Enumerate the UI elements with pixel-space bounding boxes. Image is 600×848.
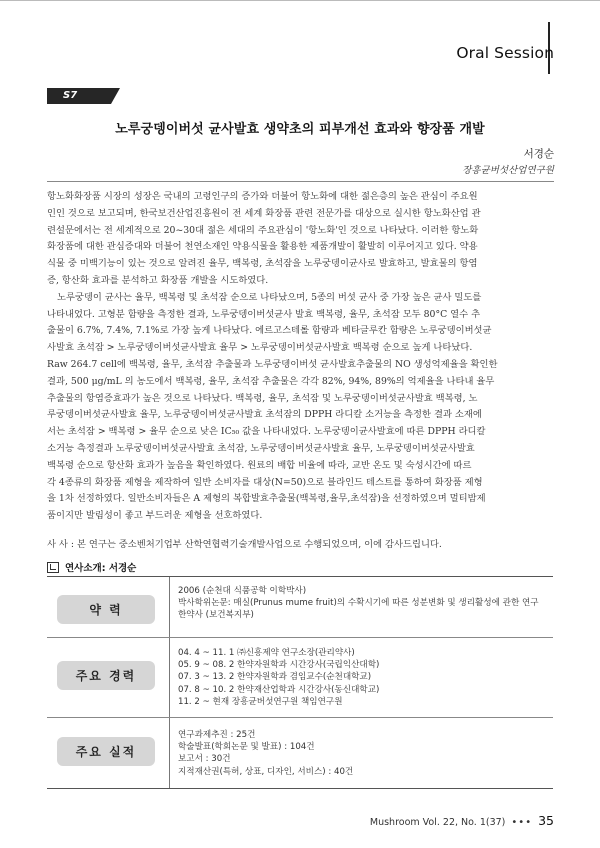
abstract-line: 사발효 초석잠 > 노루궁뎅이버섯균사발효 율무 > 노루궁뎅이버섯균사발효 백복령 순으로 높게 나타났다.	[47, 342, 473, 354]
career-badge: 주요 경력	[57, 661, 155, 690]
profile-column-divider	[169, 577, 170, 788]
acknowledgement: 사 사 : 본 연구는 중소벤처기업부 산학연협력기술개발사업으로 수행되었으며, 이에 감사드립니다.	[47, 539, 442, 550]
session-label: Oral Session	[456, 44, 554, 62]
abstract-line: 을 1차 선정하였다. 일반소비자들은 A 제형의 복합발효추출물(백복령,율무,초석잠)을 선정하였으며 멀티밤제	[47, 493, 486, 505]
abstract-line: 소거능 측정결과 노루궁뎅이버섯균사발효 초석잠, 노루궁뎅이버섯균사발효 율무, 노루궁뎅이버섯균사발효	[47, 442, 475, 454]
paper-code-tab: S7	[47, 88, 111, 104]
abstract-line: 서는 초석잠 > 백복령 > 율무 순으로 낮은 IC₅₀ 값을 나타내었다. 노루궁뎅이균사발효에 따른 DPPH 라디칼	[47, 426, 486, 438]
abstract-line: 증, 항산화 효과를 분석하고 화장품 개발을 시도하였다.	[47, 274, 269, 286]
checkbox-arrow-icon	[47, 562, 59, 573]
career-line: 04. 4 ~ 11. 1 ㈜신흥제약 연구소장(관리약사)	[178, 648, 355, 658]
career-lines	[178, 647, 379, 708]
career-line: 11. 2 ~ 현재 장흥균버섯연구원 책임연구원	[178, 696, 343, 707]
abstract-line: 련설문에서는 전 세계적으로 20~30대 젊은 세대의 주요관심이 '항노화'인 것으로 나타났다. 이러한 항노화	[47, 224, 479, 236]
speaker-profile-title: 연사소개: 서경순	[65, 563, 137, 574]
education-line: 2006 (순천대 식품공학 이학박사)	[178, 586, 307, 596]
paper-author: 서경순	[523, 148, 554, 160]
achievement-line: 연구과제추진 : 25건	[178, 730, 256, 740]
profile-row-divider	[47, 637, 553, 638]
abstract-line: 인인 것으로 보고되며, 한국보건산업진흥원이 전 세계 화장품 관련 전문가를 대상으로 실시한 항노화산업 관	[47, 207, 481, 219]
career-line: 05. 9 ~ 08. 2 한약자원학과 시간강사(국립익산대학)	[178, 660, 380, 671]
abstract-line: 식물 중 미백기능이 있는 것으로 알려진 율무, 백복령, 초석잠을 노루궁뎅이균사로 발효하고, 발효물의 항염	[47, 258, 478, 270]
abstract-line: Raw 264.7 cell에 백복령, 율무, 초석잠 추출물과 노루궁뎅이버섯 균사발효추출물의 NO 생성억제율을 확인한	[47, 358, 498, 370]
education-line: 박사학위논문: 매실(Prunus mume fruit)의 수확시기에 따른 성분변화 및 생리활성에 관한 연구	[178, 598, 539, 609]
footer-dots: •••	[511, 817, 533, 828]
achievement-line: 학술발표(학회논문 및 발표) : 104건	[178, 742, 315, 753]
session-header	[456, 44, 554, 62]
abstract-line: 추출물의 항염증효과가 높은 것으로 나타났다. 백복령, 율무, 초석잠 및 노루궁뎅이버섯균사발효 백복령, 노	[47, 392, 478, 404]
paper-affiliation: 장흥균버섯산업연구원	[462, 165, 554, 176]
achievement-line: 보고서 : 30건	[178, 754, 231, 765]
education-line: 한약사 (보건복지부)	[178, 610, 254, 621]
abstract-line: 백복령 순으로 항산화 효과가 높음을 확인하였다. 원료의 배합 비율에 따라, 교반 온도 및 숙성시간에 따르	[47, 459, 472, 471]
abstract-line: 항노화화장품 시장의 성장은 국내의 고령인구의 증가와 더불어 항노화에 대한 젊은층의 높은 관심이 주요원	[47, 191, 478, 202]
education-badge: 약 력	[57, 595, 155, 624]
achievement-line: 지적재산권(특허, 상표, 디자인, 서비스) : 40건	[178, 766, 354, 777]
education-lines	[178, 585, 539, 622]
achievements-lines	[178, 729, 353, 778]
abstract-body	[47, 189, 554, 525]
abstract-line: 화장품에 대한 관심증대와 더불어 천연소재인 약용식물을 활용한 제품개발이 활발히 이루어지고 있다. 약용	[47, 241, 478, 253]
abstract-line: 품이지만 발림성이 좋고 부드러운 제형을 선호하였다.	[47, 510, 263, 522]
speaker-profile-table	[47, 576, 553, 789]
title-divider	[47, 181, 554, 182]
career-line: 07. 8 ~ 10. 2 한약재산업학과 시간강사(동신대학교)	[178, 684, 380, 695]
abstract-line: 결과, 500 μg/mL 의 농도에서 백복령, 율무, 초석잠 추출물은 각각 82%, 94%, 89%의 억제율을 나타내 율무	[47, 375, 495, 387]
abstract-line: 루궁뎅이버섯균사발효 율무, 노루궁뎅이버섯균사발효 초석잠의 DPPH 라디칼 소거능을 측정한 결과 소재에	[47, 409, 482, 421]
abstract-line: 각 4종류의 화장품 제형을 제작하여 일반 소비자를 대상(N=50)으로 블라인드 테스트를 통하여 화장품 제형	[47, 476, 483, 488]
abstract-line: 나타내었다. 고형분 함량을 측정한 결과, 노루궁뎅이버섯균사 발효 백복령, 율무, 초석잠 모두 80°C 열수 추	[47, 308, 481, 320]
paper-title: 노루궁뎅이버섯 균사발효 생약초의 피부개선 효과와 향장품 개발	[115, 122, 485, 137]
profile-row-divider	[47, 717, 553, 718]
abstract-line: 노루궁뎅이 균사는 율무, 백복령 및 초석잠 순으로 나타났으며, 5종의 버섯 균사 중 가장 높은 균사 밀도를	[57, 291, 482, 303]
top-rule	[0, 0, 600, 1]
journal-citation: Mushroom Vol. 22, No. 1(37)	[369, 817, 506, 828]
page-footer	[370, 813, 554, 828]
page-number: 35	[538, 813, 554, 828]
speaker-profile-heading	[47, 560, 136, 574]
career-line: 07. 3 ~ 13. 2 한약자원학과 겸임교수(순천대학교)	[178, 672, 372, 683]
achievements-badge: 주요 실적	[57, 737, 155, 766]
abstract-line: 출물이 6.7%, 7.4%, 7.1%로 가장 높게 나타났다. 에르고스테롤 함량과 베타글루칸 함량은 노루궁뎅이버섯균	[47, 325, 492, 337]
